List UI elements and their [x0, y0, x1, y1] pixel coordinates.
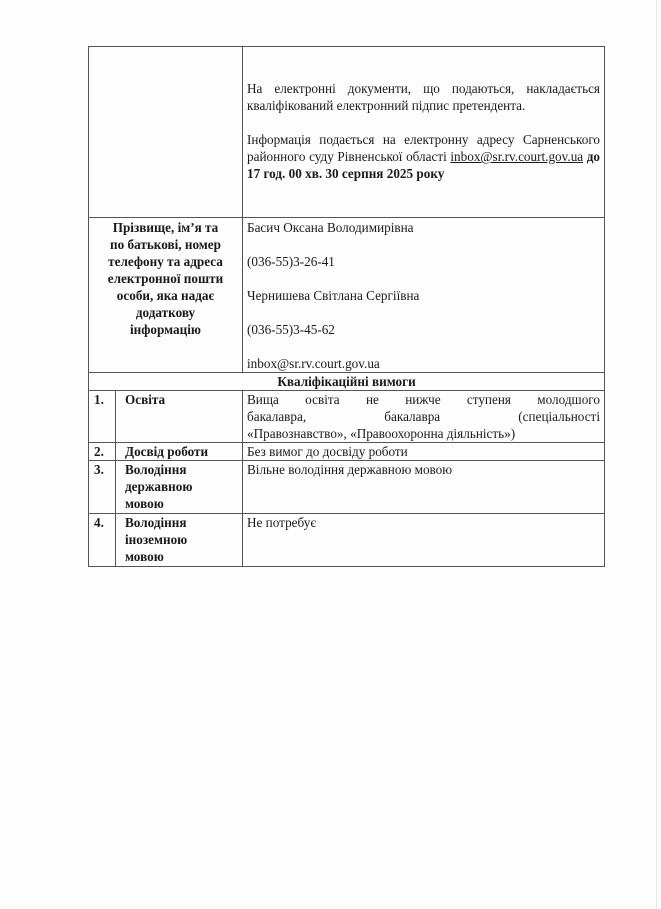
requirements-table [88, 46, 605, 567]
requirement-label-line: Володіння [125, 462, 187, 477]
requirement-row-education [89, 391, 605, 443]
contact-person-2-name: Чернишева Світлана Сергіївна [247, 288, 420, 303]
requirement-number: 2. [89, 443, 116, 461]
section-header: Кваліфікаційні вимоги [89, 373, 605, 391]
empty-label-cell [89, 47, 243, 218]
requirement-value-line: Вища освіта не нижче ступеня молодшого [247, 392, 600, 407]
requirement-label-line: державною [125, 479, 193, 494]
contact-label-line: Прізвище, ім’я та [112, 220, 219, 235]
requirement-number: 4. [89, 514, 116, 567]
section-header-row [89, 373, 605, 391]
requirement-label [116, 514, 243, 567]
contact-label-cell [89, 218, 243, 373]
contact-value-cell [243, 218, 605, 373]
submission-email-link[interactable]: inbox@sr.rv.court.gov.ua [450, 149, 584, 164]
submission-paragraph [247, 131, 600, 182]
contact-label-line: додаткову [135, 305, 196, 320]
contact-label-line: телефону та адреса [108, 254, 223, 269]
submission-deadline-year: 2025 року [386, 166, 445, 181]
requirement-row-experience [89, 443, 605, 461]
page-edge [656, 0, 657, 909]
requirement-number: 1. [89, 391, 116, 443]
contact-row [89, 218, 605, 373]
requirement-label: Досвід роботи [116, 443, 243, 461]
requirement-row-foreign-language [89, 514, 605, 567]
submission-text: Інформація подається на електронну адресу Сарненського районного суду Рівненської області [247, 132, 600, 164]
signature-paragraph: На електронні документи, що подаються, накладається кваліфікований електронний підпис претендента. [247, 81, 600, 113]
requirement-label: Освіта [116, 391, 243, 443]
requirement-value-line: «Правознавство», «Правоохоронна діяльність») [247, 426, 516, 441]
contact-person-1-name: Басич Оксана Володимирівна [247, 220, 414, 235]
requirement-value [243, 391, 605, 443]
contact-label-line: електронної пошти [107, 271, 224, 286]
requirement-label-line: Володіння [125, 515, 187, 530]
contact-person-1-phone: (036-55)3-26-41 [247, 254, 335, 269]
submission-deadline: до 17 год. 00 хв. 30 серпня [247, 149, 601, 181]
contact-label-line: інформацію [130, 322, 201, 337]
requirement-label [116, 461, 243, 514]
contact-label-line: по батькові, номер [110, 237, 221, 252]
contact-label-line: особи, яка надає [116, 288, 215, 303]
signature-info-cell [243, 47, 605, 218]
requirement-value-line: бакалавра, бакалавра (спеціальності [247, 409, 600, 424]
contact-email[interactable]: inbox@sr.rv.court.gov.ua [247, 356, 380, 371]
requirement-row-state-language [89, 461, 605, 514]
requirement-number: 3. [89, 461, 116, 514]
requirement-label-line: іноземною [125, 532, 188, 547]
contact-person-2-phone: (036-55)3-45-62 [247, 322, 335, 337]
signature-info-row [89, 47, 605, 218]
requirement-label-line: мовою [125, 549, 164, 564]
requirement-label-line: мовою [125, 496, 164, 511]
requirement-value: Без вимог до досвіду роботи [243, 443, 605, 461]
requirement-value: Не потребує [243, 514, 605, 567]
requirement-value: Вільне володіння державною мовою [243, 461, 605, 514]
